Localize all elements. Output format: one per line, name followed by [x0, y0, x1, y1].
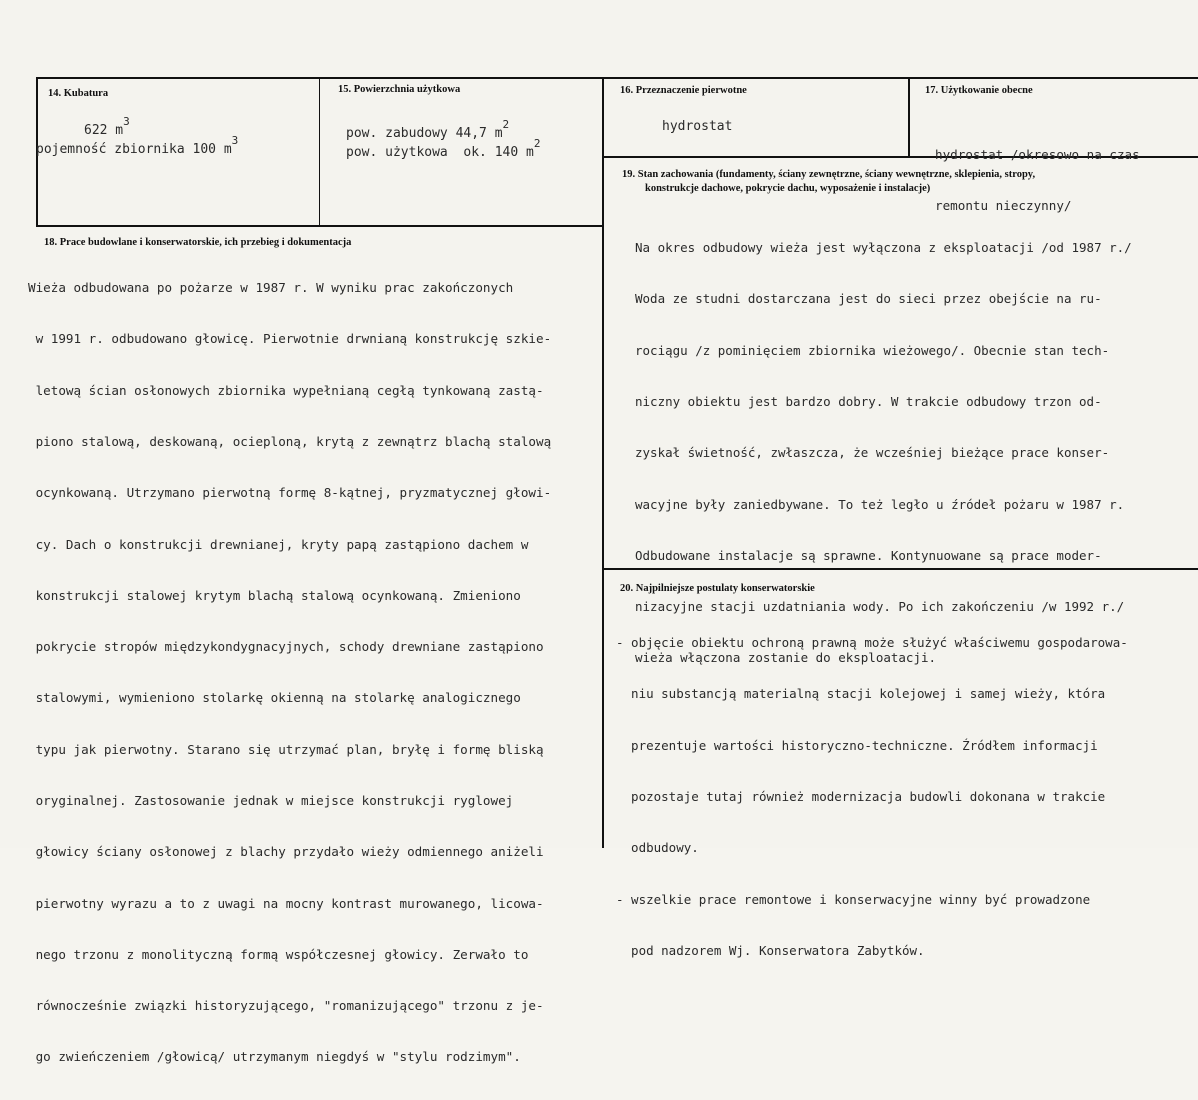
condition-label-line1: 19. Stan zachowania (fundamenty, ściany zewnętrzne, ściany wewnętrzne, sklepienia, stropy,	[622, 169, 1036, 180]
condition-line: wacyjne były zaniedbywane. To też legło u źródeł pożaru w 1987 r.	[635, 496, 1125, 512]
works-line: ocynkowaną. Utrzymano pierwotną formę 8-kątnej, pryzmatycznej głowi-	[28, 485, 552, 501]
usable-area-value	[346, 137, 541, 160]
works-line: cy. Dach o konstrukcji drewnianej, kryty papą zastąpiono dachem w	[28, 536, 529, 552]
condition-line: wieża włączona zostanie do eksploatacji.	[635, 650, 937, 666]
condition-line: Odbudowane instalacje są sprawne. Kontynuowane są prace moder-	[635, 547, 1102, 563]
built-area-value	[346, 118, 510, 141]
original-purpose-value: hydrostat	[662, 119, 733, 134]
rule-under-14-15	[36, 225, 603, 227]
condition-label-line2: konstrukcje dachowe, pokrycie dachu, wyposażenie i instalacje)	[645, 183, 931, 194]
kubatura-volume-unit-exp: 3	[123, 115, 130, 128]
condition-line: Woda ze studni dostarczana jest do sieci przez obejście na ru-	[635, 291, 1102, 307]
tank-capacity: pojemność zbiornika 100 m	[36, 142, 232, 157]
tank-capacity-value	[36, 134, 239, 157]
postulates-line: niu substancją materialną stacji kolejowej i samej wieży, która	[616, 686, 1106, 702]
kubatura-value	[84, 115, 130, 138]
rule-top	[36, 77, 1198, 79]
condition-line: nizacyjne stacji uzdatniania wody. Po ich zakończeniu /w 1992 r./	[635, 599, 1125, 615]
postulates-line: odbudowy.	[616, 840, 699, 856]
postulates-line: prezentuje wartości historyczno-techniczne. Źródłem informacji	[616, 737, 1098, 753]
works-line: go zwieńczeniem /głowicą/ utrzymanym niegdyś w "stylu rodzimym".	[28, 1049, 521, 1065]
kubatura-volume: 622 m	[84, 123, 124, 138]
works-line: konstrukcji stalowej krytym blachą stalową ocynkowaną. Zmieniono	[28, 587, 521, 603]
works-line: nego trzonu z monolityczną formą współczesnej głowicy. Zerwało to	[28, 946, 529, 962]
works-line: stalowymi, wymieniono stolarkę okienną na stolarkę analogicznego	[28, 690, 521, 706]
works-line: oryginalnej. Zastosowanie jednak w miejsce konstrukcji ryglowej	[28, 793, 514, 808]
current-use-line: hydrostat /okresowo na czas	[935, 147, 1140, 162]
works-line: pierwotny wyrazu a to z uwagi na mocny kontrast murowanego, licowa-	[28, 895, 544, 911]
postulates-label: 20. Najpilniejsze postulaty konserwatorskie	[620, 583, 815, 594]
works-line: piono stalową, deskowaną, ocieploną, krytą z zewnątrz blachą stalową	[28, 434, 552, 450]
usable-area: pow. użytkowa ok. 140 m	[346, 145, 534, 160]
postulates-line: - wszelkie prace remontowe i konserwacyjne winny być prowadzone	[616, 891, 1091, 907]
works-line: głowicy ściany osłonowej z blachy przydało wieży odmiennego aniżeli	[28, 844, 544, 860]
works-text	[28, 245, 551, 1100]
condition-line: rociągu /z pominięciem zbiornika wieżowego/. Obecnie stan tech-	[635, 342, 1110, 358]
works-line: Wieża odbudowana po pożarze w 1987 r. W wyniku prac zakończonych	[28, 280, 514, 296]
postulates-line: pod nadzorem Wj. Konserwatora Zabytków.	[616, 942, 925, 958]
rule-14-15	[319, 77, 320, 226]
original-purpose-label: 16. Przeznaczenie pierwotne	[620, 85, 747, 96]
works-line: letową ścian osłonowych zbiornika wypełnianą cegłą tynkowaną zastą-	[28, 382, 544, 398]
postulates-line: - objęcie obiektu ochroną prawną może służyć właściwemu gospodarowa-	[616, 635, 1128, 651]
works-label: 18. Prace budowlane i konserwatorskie, ich przebieg i dokumentacja	[44, 237, 352, 248]
postulates-line: pozostaje tutaj również modernizacja budowli dokonana w trakcie	[616, 789, 1106, 805]
postulates-text	[616, 600, 1128, 993]
built-area: pow. zabudowy 44,7 m	[346, 126, 503, 141]
works-line: w 1991 r. odbudowano głowicę. Pierwotnie drwnianą konstrukcję szkie-	[28, 331, 552, 347]
works-line: równocześnie związki historyzującego, "romanizującego" trzonu z je-	[28, 998, 544, 1014]
rule-16-17	[908, 77, 910, 157]
usable-area-unit-exp: 2	[533, 137, 541, 150]
current-use-line: remontu nieczynny/	[935, 198, 1072, 214]
condition-line: Na okres odbudowy wieża jest wyłączona z eksploatacji /od 1987 r./	[635, 240, 1132, 256]
works-line: typu jak pierwotny. Starano się utrzymać plan, bryłę i formę bliską	[28, 741, 544, 757]
current-use-label: 17. Użytkowanie obecne	[925, 85, 1033, 96]
condition-line: zyskał świetność, zwłaszcza, że wcześniej bieżące prace konser-	[635, 445, 1110, 461]
rule-left-right	[602, 77, 604, 848]
built-area-unit-exp: 2	[502, 118, 510, 131]
works-line: pokrycie stropów międzykondygnacyjnych, schody drewniane zastąpiono	[28, 639, 544, 655]
condition-line: niczny obiektu jest bardzo dobry. W trakcie odbudowy trzon od-	[635, 394, 1102, 410]
tank-capacity-unit-exp: 3	[231, 134, 239, 147]
kubatura-label: 14. Kubatura	[48, 88, 109, 99]
usable-area-label: 15. Powierzchnia użytkowa	[338, 84, 461, 95]
